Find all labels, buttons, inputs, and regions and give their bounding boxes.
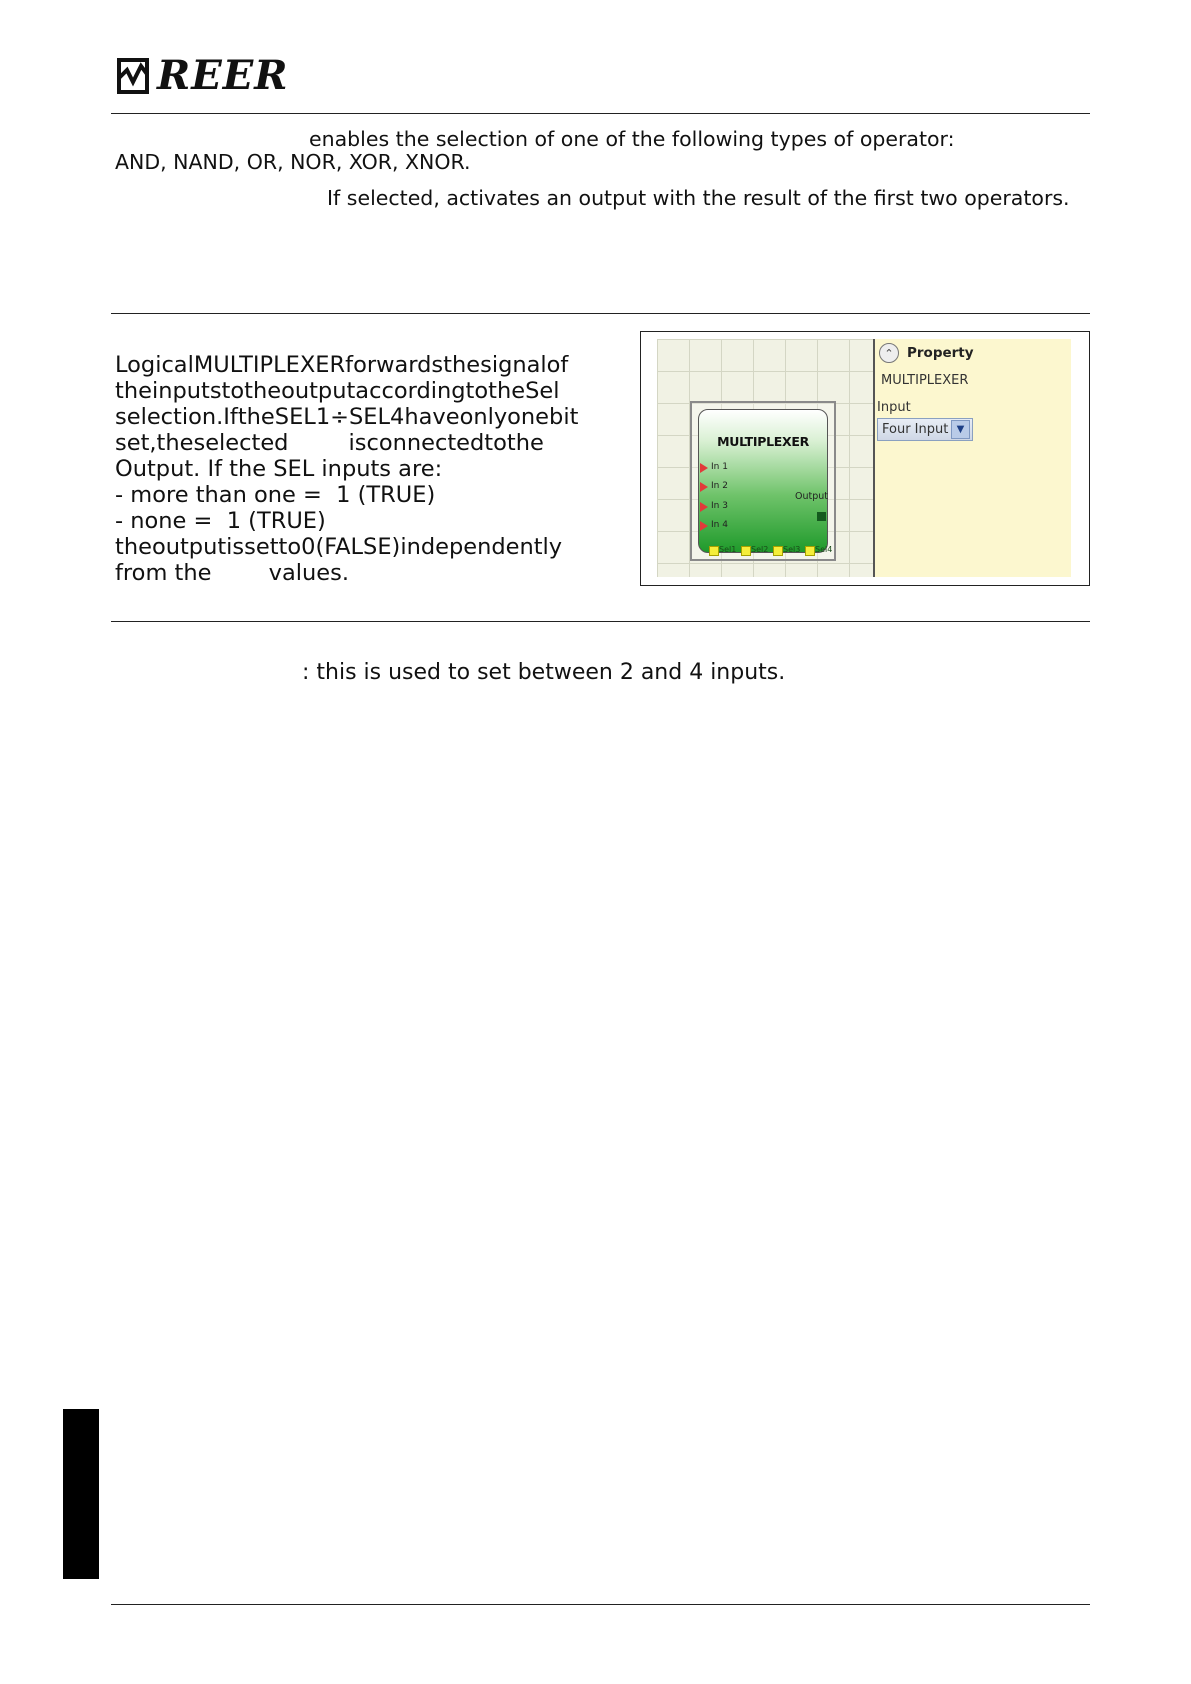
word: the [244,378,282,404]
word: (FALSE) [315,534,401,560]
design-canvas [657,339,875,577]
paragraph-line: - none = 1 (TRUE) [115,508,326,534]
word: Logical [115,352,194,378]
input-label: In 1 [711,462,728,472]
side-tab-marker [63,1409,99,1579]
header-divider [111,113,1090,114]
collapse-chevron-up-icon[interactable]: ⌃ [879,343,899,363]
selector-port-icon[interactable] [773,546,783,556]
block-title: MULTIPLEXER [717,434,809,449]
input-arrow-icon[interactable] [700,482,708,492]
word: to [465,378,489,404]
input-label: In 4 [711,520,728,530]
parameter-description: : this is used to set between 2 and 4 inputs. [302,660,786,685]
output-label: Output [795,491,828,502]
word: to [484,430,507,456]
word: signal [480,352,547,378]
logo-mark-icon [115,56,151,96]
word: inputs [151,378,222,404]
property-title: Property [907,345,974,361]
word: is [226,534,245,560]
word: only [459,404,508,430]
word: one [507,404,550,430]
selector-port-icon[interactable] [741,546,751,556]
selector-port-icon[interactable] [709,546,719,556]
word: to [278,534,302,560]
selector-label: Sel3 [783,545,801,554]
multiplexer-screenshot [640,331,1090,586]
input-label: In 3 [711,501,728,511]
word: independently [400,534,563,560]
word: according [355,378,466,404]
property-header [879,343,974,363]
multiplexer-paragraph [115,352,620,586]
word: the [488,378,526,404]
input-arrow-icon[interactable] [700,463,708,473]
input-count-select[interactable] [877,418,973,441]
word: have [404,404,460,430]
selector-label: Sel4 [815,545,833,554]
paragraph-line: - more than one = 1 (TRUE) [115,482,436,508]
reer-logo [115,52,289,100]
property-panel [875,339,1071,577]
word: forwards [345,352,444,378]
word: the [443,352,481,378]
chevron-down-icon[interactable]: ▼ [951,420,970,439]
input-count-value: Four Input [882,422,949,437]
word: the [506,430,544,456]
word: bit [549,404,579,430]
output-description: If selected, activates an output with the result of the first two operators. [327,186,1070,210]
paragraph-line: from the values. [115,560,349,586]
word: selected [193,430,289,456]
paragraph-line [115,404,620,430]
footer-divider [111,1604,1090,1605]
word: Sel [525,378,560,404]
word: output [151,534,227,560]
selection-frame [690,401,836,561]
word: set, [115,430,157,456]
input-count-label: Input [877,400,911,415]
selector-port-icon[interactable] [805,546,815,556]
word: If [223,404,238,430]
paragraph-line [115,534,620,560]
operator-description: enables the selection of one of the following types of operator: [309,127,955,151]
logo-text: REER [157,52,289,99]
selector-label: Sel2 [751,545,769,554]
word: selection. [115,404,224,430]
word: is [348,430,367,456]
word: 0 [301,534,316,560]
section-divider-bottom [111,621,1090,622]
word: the [156,430,194,456]
word: the [115,534,152,560]
word: the [237,404,275,430]
word: MULTIPLEXER [193,352,346,378]
word: output [281,378,356,404]
input-label: In 2 [711,481,728,491]
multiplexer-block[interactable] [698,409,833,554]
paragraph-line [115,352,620,378]
paragraph-line [115,430,620,456]
section-divider-top [111,313,1090,314]
word: set [244,534,279,560]
paragraph-line [115,378,620,404]
property-subtitle: MULTIPLEXER [881,373,969,388]
word: to [221,378,245,404]
word: connected [366,430,485,456]
selector-label: Sel1 [719,545,737,554]
word: the [115,378,152,404]
input-arrow-icon[interactable] [700,502,708,512]
output-port-icon[interactable] [817,512,826,521]
word: SEL1÷SEL4 [274,404,405,430]
word: of [546,352,569,378]
input-arrow-icon[interactable] [700,521,708,531]
paragraph-line: Output. If the SEL inputs are: [115,456,443,482]
operator-list: AND, NAND, OR, NOR, XOR, XNOR. [115,150,471,174]
